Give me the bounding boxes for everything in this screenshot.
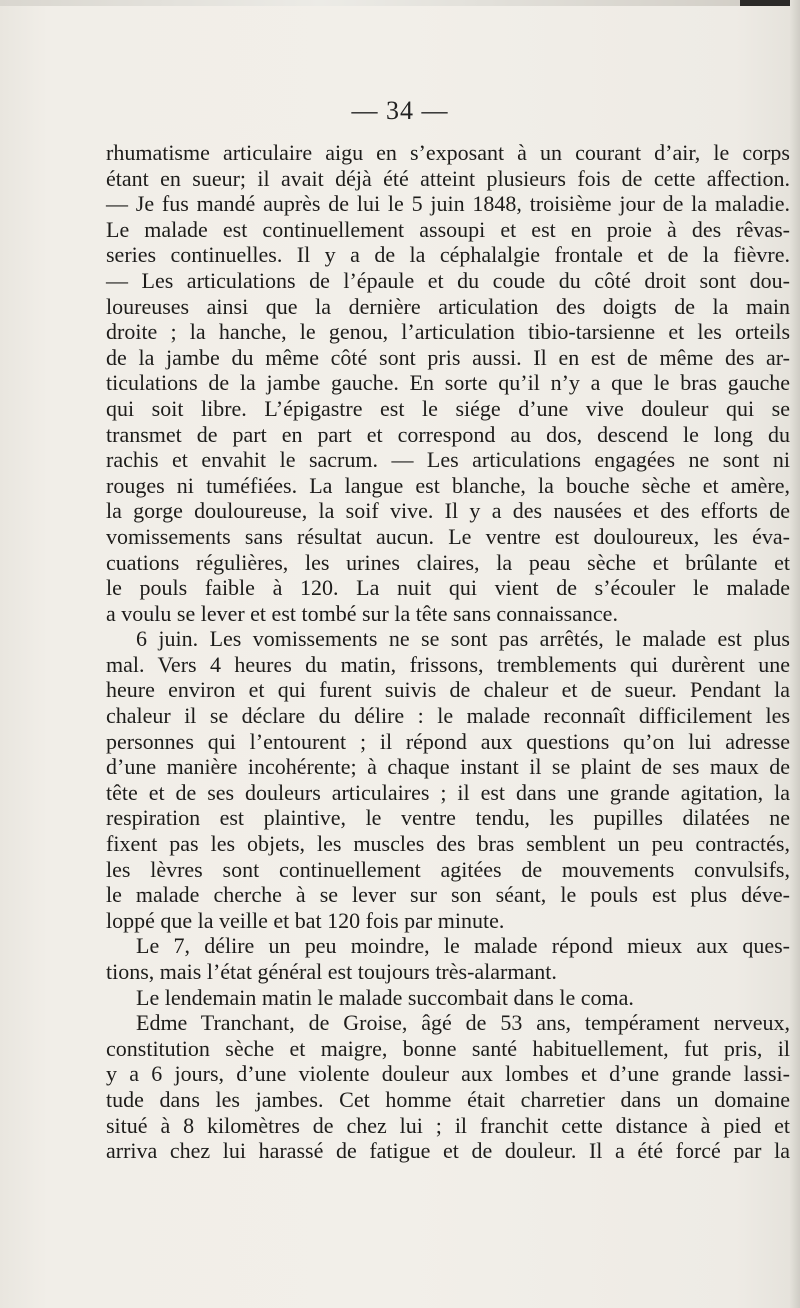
text-line: mal. Vers 4 heures du matin, frissons, tremblements qui durèrent une bbox=[106, 651, 790, 677]
text-line: étant en sueur; il avait déjà été atteint plusieurs fois de cette affection. bbox=[106, 165, 790, 191]
page-right-edge bbox=[790, 0, 800, 1308]
text-line: qui soit libre. L’épigastre est le siége d’une vive douleur qui se bbox=[106, 395, 790, 421]
text-line: heure environ et qui furent suivis de chaleur et de sueur. Pendant la bbox=[106, 677, 790, 703]
text-line: arriva chez lui harassé de fatigue et de douleur. Il a été forcé par la bbox=[106, 1138, 790, 1164]
page-number: — 34 — bbox=[351, 96, 449, 125]
text-line: de la jambe du même côté sont pris aussi. Il en est de même des ar- bbox=[106, 344, 790, 370]
text-line: — Je fus mandé auprès de lui le 5 juin 1848, troisième jour de la maladie. bbox=[106, 191, 790, 217]
text-line: tête et de ses douleurs articulaires ; il est dans une grande agitation, la bbox=[106, 779, 790, 805]
text-line: la gorge douloureuse, la soif vive. Il y a des nausées et des efforts de bbox=[106, 498, 790, 524]
text-line: tude dans les jambes. Cet homme était charretier dans un domaine bbox=[106, 1086, 790, 1112]
text-line: transmet de part en part et correspond au dos, descend le long du bbox=[106, 421, 790, 447]
text-line: cuations régulières, les urines claires, la peau sèche et brûlante et bbox=[106, 549, 790, 575]
text-line: situé à 8 kilomètres de chez lui ; il franchit cette distance à pied et bbox=[106, 1112, 790, 1138]
text-line: Edme Tranchant, de Groise, âgé de 53 ans, tempérament nerveux, bbox=[136, 1010, 790, 1036]
text-line: rachis et envahit le sacrum. — Les articulations engagées ne sont ni bbox=[106, 447, 790, 473]
text-line: ticulations de la jambe gauche. En sorte qu’il n’y a que le bras gauche bbox=[106, 370, 790, 396]
text-line: fixent pas les objets, les muscles des bras semblent un peu contractés, bbox=[106, 831, 790, 857]
text-line: Le lendemain matin le malade succombait dans le coma. bbox=[136, 984, 634, 1010]
text-line: personnes qui l’entourent ; il répond aux questions qu’on lui adresse bbox=[106, 728, 790, 754]
text-line: rouges ni tuméfiées. La langue est blanche, la bouche sèche et amère, bbox=[106, 472, 790, 498]
text-line: droite ; la hanche, le genou, l’articulation tibio-tarsienne et les orteils bbox=[106, 319, 790, 345]
text-line: Le malade est continuellement assoupi et est en proie à des rêvas- bbox=[106, 216, 790, 242]
text-line: rhumatisme articulaire aigu en s’exposant à un courant d’air, le corps bbox=[106, 140, 790, 165]
text-line: a voulu se lever et est tombé sur la tête sans connaissance. bbox=[106, 600, 618, 626]
text-line: y a 6 jours, d’une violente douleur aux lombes et d’une grande lassi- bbox=[106, 1061, 790, 1087]
text-line: le pouls faible à 120. La nuit qui vient de s’écouler le malade bbox=[106, 575, 790, 601]
text-line: — Les articulations de l’épaule et du coude du côté droit sont dou- bbox=[106, 267, 790, 293]
text-line: d’une manière incohérente; à chaque instant il se plaint de ses maux de bbox=[106, 754, 790, 780]
text-line: tions, mais l’état général est toujours très-alarmant. bbox=[106, 959, 557, 984]
text-line: loppé que la veille et bat 120 fois par minute. bbox=[106, 907, 505, 933]
text-line: le malade cherche à se lever sur son séant, le pouls est plus déve- bbox=[106, 882, 790, 908]
text-line: 6 juin. Les vomissements ne se sont pas arrêtés, le malade est plus bbox=[136, 626, 790, 652]
text-line: Le 7, délire un peu moindre, le malade répond mieux aux ques- bbox=[136, 933, 790, 959]
text-line: constitution sèche et maigre, bonne santé habituellement, fut pris, il bbox=[106, 1035, 790, 1061]
text-line: les lèvres sont continuellement agitées de mouvements convulsifs, bbox=[106, 856, 790, 882]
text-line: loureuses ainsi que la dernière articulation des doigts de la main bbox=[106, 293, 790, 319]
text-line: respiration est plaintive, le ventre tendu, les pupilles dilatées ne bbox=[106, 805, 790, 831]
body-text bbox=[106, 140, 790, 1164]
text-line: chaleur il se déclare du délire : le malade reconnaît difficilement les bbox=[106, 703, 790, 729]
text-line: series continuelles. Il y a de la céphalalgie frontale et de la fièvre. bbox=[106, 242, 790, 268]
text-line: vomissements sans résultat aucun. Le ventre est douloureux, les éva- bbox=[106, 523, 790, 549]
page-top-edge bbox=[0, 0, 800, 6]
